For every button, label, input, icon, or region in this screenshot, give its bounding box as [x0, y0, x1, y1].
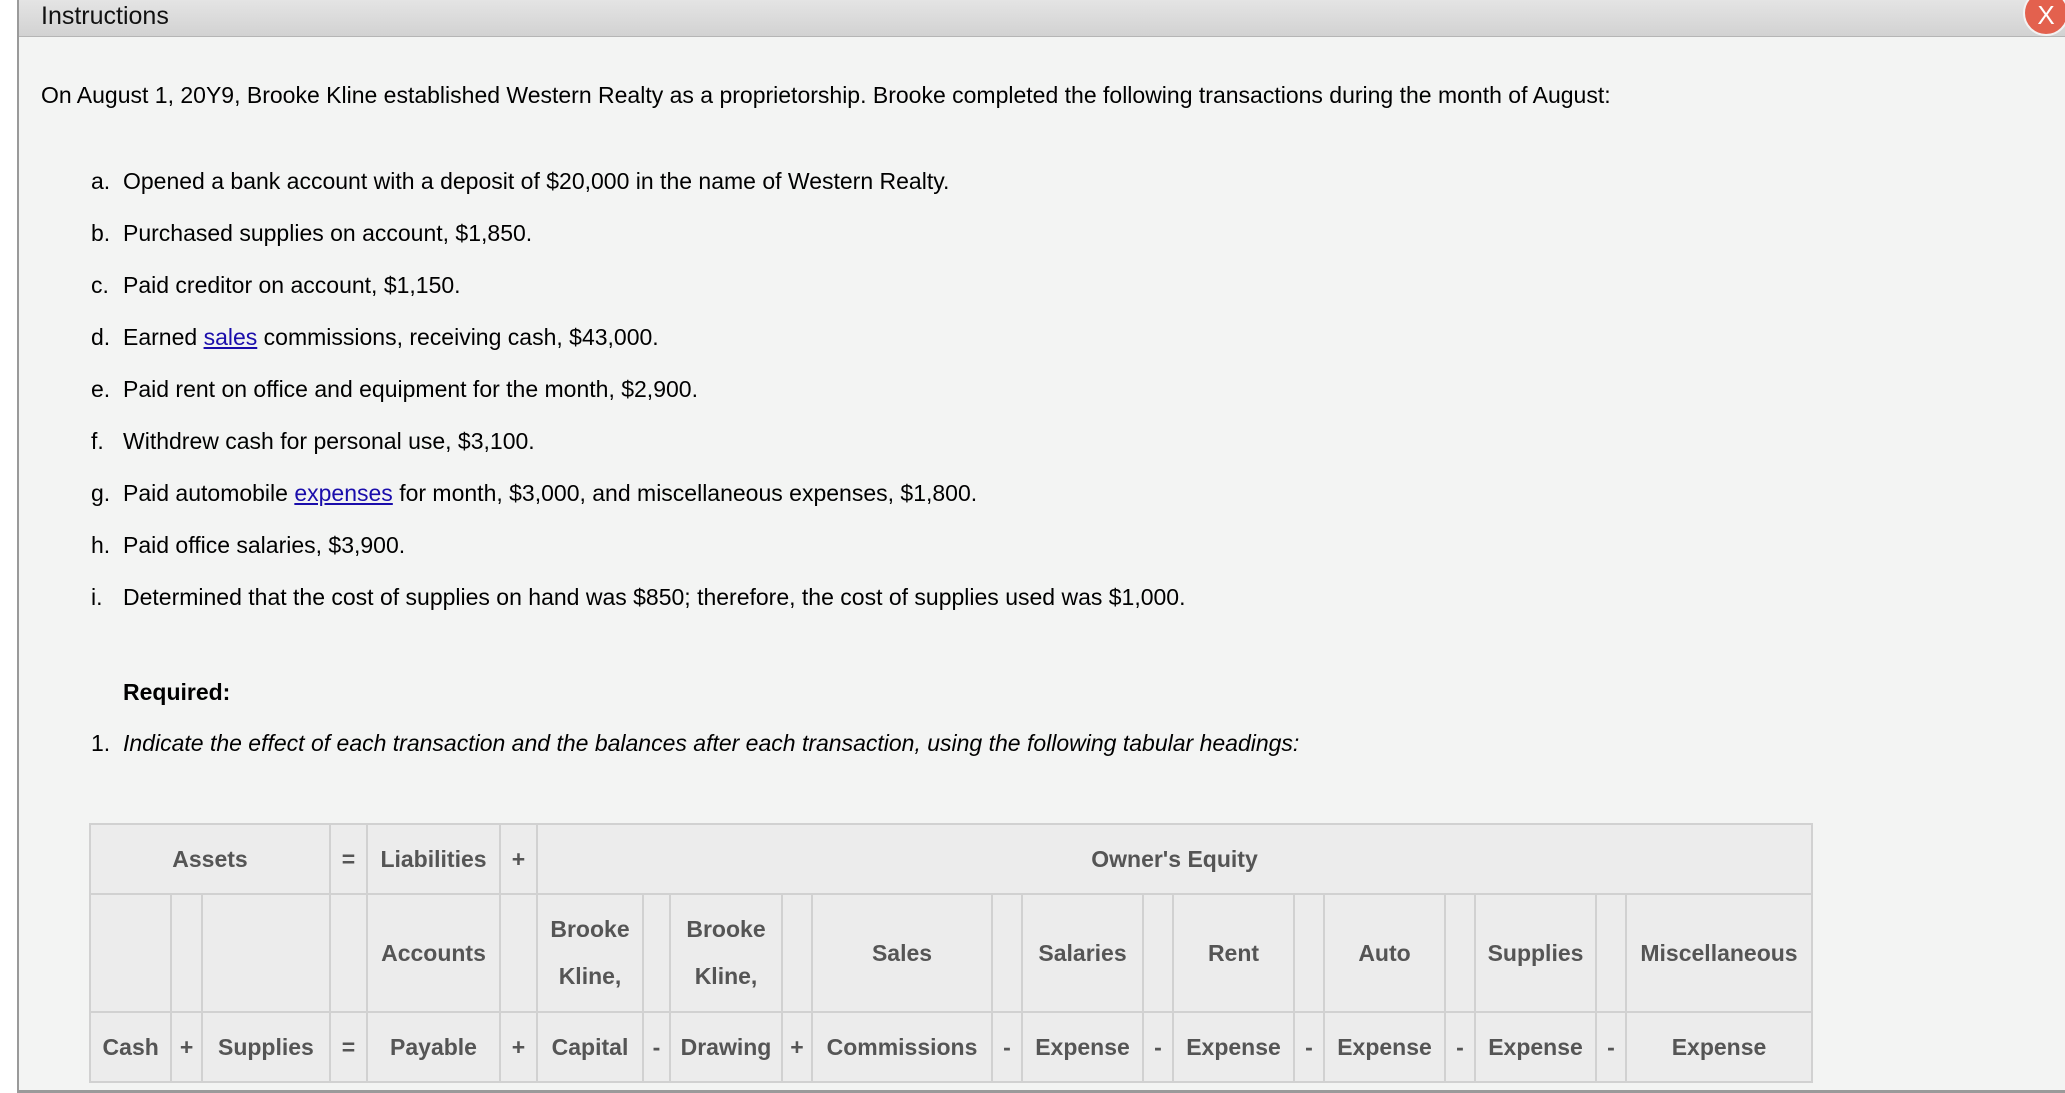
transaction-i [91, 584, 1186, 611]
window-left-border [0, 0, 19, 1093]
expense-header: Expense [1324, 1012, 1445, 1082]
intro-paragraph: On August 1, 20Y9, Brooke Kline established Western Realty as a proprietorship. Brooke completed the following transactions during the month of August: [41, 82, 1611, 108]
transaction-label: a. [91, 168, 111, 194]
transaction-text: Withdrew cash for personal use, $3,100. [123, 428, 535, 454]
transaction-label: h. [91, 532, 111, 558]
empty-cell [90, 894, 171, 1012]
plus-sign: + [500, 1012, 537, 1082]
accounts-header: Accounts [367, 894, 500, 1012]
expense-header: Expense [1475, 1012, 1596, 1082]
transaction-text: Paid rent on office and equipment for the month, $2,900. [123, 376, 698, 402]
empty-cell [1596, 894, 1626, 1012]
equals-sign: = [330, 824, 367, 894]
transaction-label: e. [91, 376, 111, 402]
minus-sign: - [1445, 1012, 1475, 1082]
payable-header: Payable [367, 1012, 500, 1082]
empty-cell [1294, 894, 1324, 1012]
supplies-header: Supplies [202, 1012, 330, 1082]
assets-header: Assets [90, 824, 330, 894]
minus-sign: - [1294, 1012, 1324, 1082]
transaction-label: f. [91, 428, 104, 454]
transaction-text: Opened a bank account with a deposit of $20,000 in the name of Western Realty. [123, 168, 950, 194]
header-line: Brooke [550, 916, 630, 942]
transaction-label: c. [91, 272, 109, 298]
dialog-titlebar [19, 0, 2065, 37]
commissions-header: Commissions [812, 1012, 992, 1082]
plus-sign: + [171, 1012, 202, 1082]
plus-sign: + [500, 824, 537, 894]
expense-header: Expense [1022, 1012, 1143, 1082]
table-header-row-2 [90, 894, 1812, 1012]
brooke-kline-capital-header [537, 894, 643, 1012]
required-item-text: Indicate the effect of each transaction and the balances after each transaction, using the following tabular headings: [123, 730, 1300, 756]
transaction-text: Determined that the cost of supplies on hand was $850; therefore, the cost of supplies used was $1,000. [123, 584, 1186, 610]
auto-header: Auto [1324, 894, 1445, 1012]
transaction-label: i. [91, 584, 103, 610]
header-line: Kline, [694, 963, 758, 989]
transaction-text-post: for month, $3,000, and miscellaneous expenses, $1,800. [392, 480, 978, 506]
empty-cell [500, 894, 537, 1012]
liabilities-header: Liabilities [367, 824, 500, 894]
empty-cell [1143, 894, 1173, 1012]
minus-sign: - [1143, 1012, 1173, 1082]
sales-link[interactable]: sales [203, 324, 258, 350]
transaction-a [91, 168, 949, 195]
transaction-text: Purchased supplies on account, $1,850. [123, 220, 533, 246]
empty-cell [171, 894, 202, 1012]
expense-header: Expense [1626, 1012, 1812, 1082]
rent-header: Rent [1173, 894, 1294, 1012]
transaction-g [91, 480, 977, 507]
equals-sign: = [330, 1012, 367, 1082]
empty-cell [782, 894, 812, 1012]
tabular-headings-table [89, 823, 1813, 1083]
transaction-f [91, 428, 535, 455]
header-line: Brooke [686, 916, 766, 942]
plus-sign: + [782, 1012, 812, 1082]
transaction-text-post: commissions, receiving cash, $43,000. [257, 324, 659, 350]
capital-header: Capital [537, 1012, 643, 1082]
expense-header: Expense [1173, 1012, 1294, 1082]
minus-sign: - [992, 1012, 1022, 1082]
required-item-1 [91, 730, 1299, 757]
close-button[interactable]: X [2023, 0, 2065, 36]
drawing-header: Drawing [670, 1012, 782, 1082]
transaction-c [91, 272, 461, 299]
dialog-title: Instructions [41, 2, 169, 30]
header-line: Kline, [558, 963, 622, 989]
miscellaneous-header: Miscellaneous [1626, 894, 1812, 1012]
supplies-expense-header: Supplies [1475, 894, 1596, 1012]
required-heading: Required: [123, 679, 231, 705]
transaction-label: g. [91, 480, 111, 506]
expenses-link[interactable]: expenses [294, 480, 393, 506]
empty-cell [1445, 894, 1475, 1012]
transaction-text: Paid office salaries, $3,900. [123, 532, 406, 558]
sales-header: Sales [812, 894, 992, 1012]
transaction-text-pre: Earned [123, 324, 204, 350]
transaction-label: d. [91, 324, 111, 350]
minus-sign: - [1596, 1012, 1626, 1082]
empty-cell [202, 894, 330, 1012]
required-item-label: 1. [91, 730, 111, 756]
empty-cell [992, 894, 1022, 1012]
owners-equity-header: Owner's Equity [537, 824, 1812, 894]
empty-cell [643, 894, 670, 1012]
cash-header: Cash [90, 1012, 171, 1082]
transaction-label: b. [91, 220, 111, 246]
transaction-text: Paid creditor on account, $1,150. [123, 272, 461, 298]
table-header-row-1 [90, 824, 1812, 894]
transaction-e [91, 376, 698, 403]
transaction-h [91, 532, 405, 559]
transaction-b [91, 220, 532, 247]
transaction-text-pre: Paid automobile [123, 480, 295, 506]
transaction-d [91, 324, 659, 351]
salaries-header: Salaries [1022, 894, 1143, 1012]
brooke-kline-drawing-header [670, 894, 782, 1012]
table-header-row-3 [90, 1012, 1812, 1082]
minus-sign: - [643, 1012, 670, 1082]
empty-cell [330, 894, 367, 1012]
